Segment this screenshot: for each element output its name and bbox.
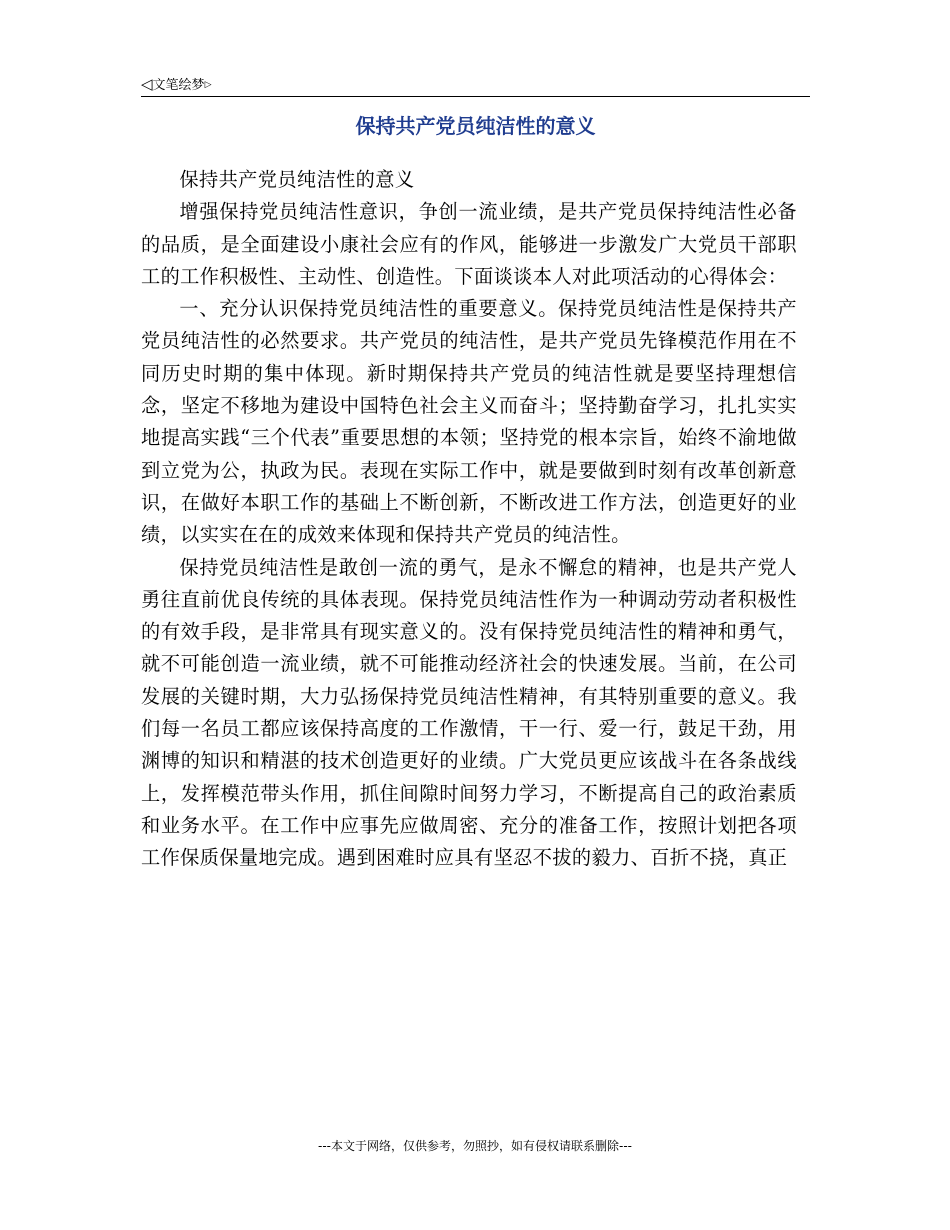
page-footer: ---本文于网络，仅供参考，勿照抄，如有侵权请联系删除--- bbox=[318, 1139, 632, 1153]
paragraph-spirit: 保持党员纯洁性是敢创一流的勇气，是永不懈怠的精神，也是共产党人勇往直前优良传统的具体表现。保持党员纯洁性作为一种调动劳动者积极性的有效手段，是非常具有现实意义的。没有保持党员纯洁性的精神和勇气，就不可能创造一流业绩，就不可能推动经济社会的快速发展。当前，在公司发展的关键时期，大力弘扬保持党员纯洁性精神，有其特别重要的意义。我们每一名员工都应该保持高度的工作激情，干一行、爱一行，鼓足干劲，用渊博的知识和精湛的技术创造更好的业绩。广大党员更应该战斗在各条战线上，发挥模范带头作用，抓住间隙时间努力学习，不断提高自己的政治素质和业务水平。在工作中应事先应做周密、充分的准备工作，按照计划把各项工作保质保量地完成。遇到困难时应具有坚忍不拔的毅力、百折不挠，真正 bbox=[141, 555, 797, 870]
left-triangle-icon: ◁ bbox=[141, 75, 153, 93]
paragraph-subtitle: 保持共产党员纯洁性的意义 bbox=[179, 168, 415, 191]
header-brand bbox=[141, 76, 211, 94]
paragraph-section-one: 一、充分认识保持党员纯洁性的重要意义。保持党员纯洁性是保持共产党员纯洁性的必然要求。共产党员的纯洁性，是共产党员先锋模范作用在不同历史时期的集中体现。新时期保持共产党员的纯洁性就是要坚持理想信念，坚定不移地为建设中国特色社会主义而奋斗；坚持勤奋学习，扎扎实实地提高实践“三个代表”重要思想的本领；坚持党的根本宗旨，始终不渝地做到立党为公，执政为民。表现在实际工作中，就是要做到时刻有改革创新意识，在做好本职工作的基础上不断创新，不断改进工作方法，创造更好的业绩，以实实在在的成效来体现和保持共产党员的纯洁性。 bbox=[141, 297, 797, 547]
right-triangle-icon: ▷ bbox=[204, 80, 212, 90]
paragraph-intro: 增强保持党员纯洁性意识，争创一流业绩，是共产党员保持纯洁性必备的品质，是全面建设小康社会应有的作风，能够进一步激发广大党员干部职工的工作积极性、主动性、创造性。下面谈谈本人对此项活动的心得体会： bbox=[141, 200, 797, 288]
document-title: 保持共产党员纯洁性的意义 bbox=[355, 114, 596, 138]
page-header bbox=[141, 72, 810, 97]
document-body bbox=[141, 164, 797, 875]
brand-name: 文笔绘梦 bbox=[152, 78, 205, 93]
